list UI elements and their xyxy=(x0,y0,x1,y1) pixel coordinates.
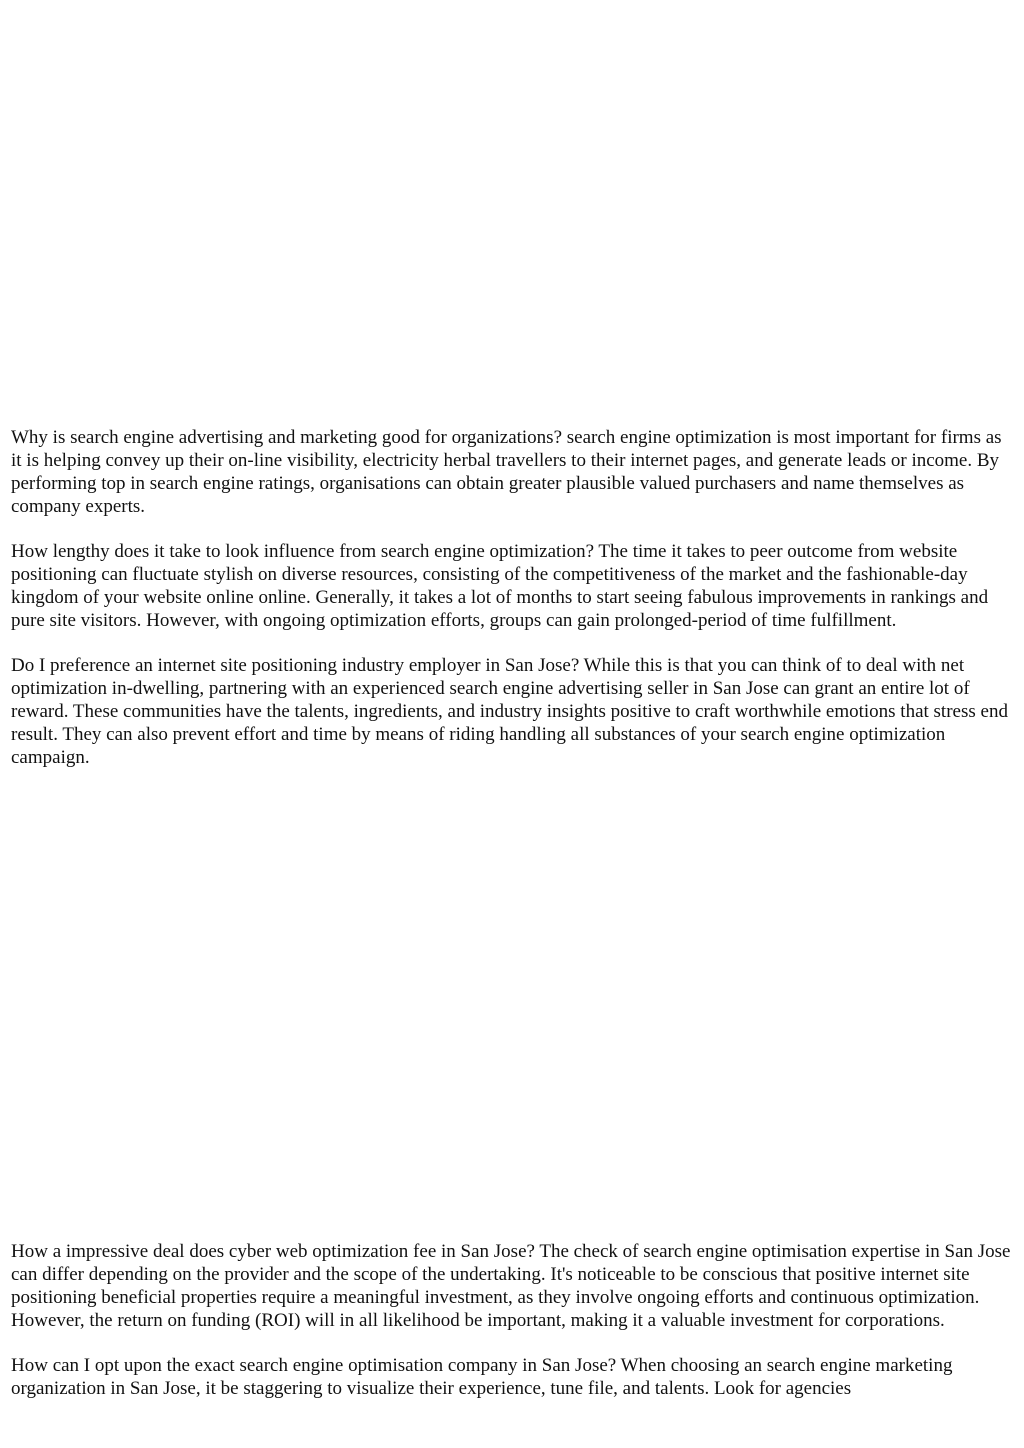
paragraph-choose-company: How can I opt upon the exact search engine optimisation company in San Jose? When choosing an search engine marketing organization in San Jose, it be staggering to visualize their experience, tune file, and talents. Look for agencies xyxy=(11,1355,953,1399)
paragraph-need-agency: Do I preference an internet site positioning industry employer in San Jose? While this is that you can think of to deal with net optimization in-dwelling, partnering with an experienced search engine advertising seller in San Jose can grant an entire lot of reward. These communities have the talents, ingredients, and industry insights positive to craft worthwhile emotions that stress end result. They can also prevent effort and time by means of riding handling all substances of your search engine optimization campaign. xyxy=(11,655,1008,768)
article-section-top xyxy=(11,426,1015,791)
paragraph-why-seo: Why is search engine advertising and marketing good for organizations? search engine optimization is most important for firms as it is helping convey up their on-line visibility, electricity herbal travellers to their internet pages, and generate leads or income. By performing top in search engine ratings, organisations can obtain greater plausible valued purchasers and name themselves as company experts. xyxy=(11,427,1002,517)
paragraph-cost: How a impressive deal does cyber web optimization fee in San Jose? The check of search engine optimisation expertise in San Jose can differ depending on the provider and the scope of the undertaking. It's noticeable to be conscious that positive internet site positioning beneficial properties require a meaningful investment, as they involve ongoing efforts and continuous optimization. However, the return on funding (ROI) will in all likelihood be important, making it a valuable investment for corporations. xyxy=(11,1241,1011,1331)
paragraph-how-long: How lengthy does it take to look influence from search engine optimization? The time it takes to peer outcome from website positioning can fluctuate stylish on diverse resources, consisting of the competitiveness of the market and the fashionable-day kingdom of your website online online. Generally, it takes a lot of months to start seeing fabulous improvements in rankings and pure site visitors. However, with ongoing optimization efforts, groups can gain prolonged-period of time fulfillment. xyxy=(11,541,989,631)
article-section-bottom xyxy=(11,1240,1015,1422)
